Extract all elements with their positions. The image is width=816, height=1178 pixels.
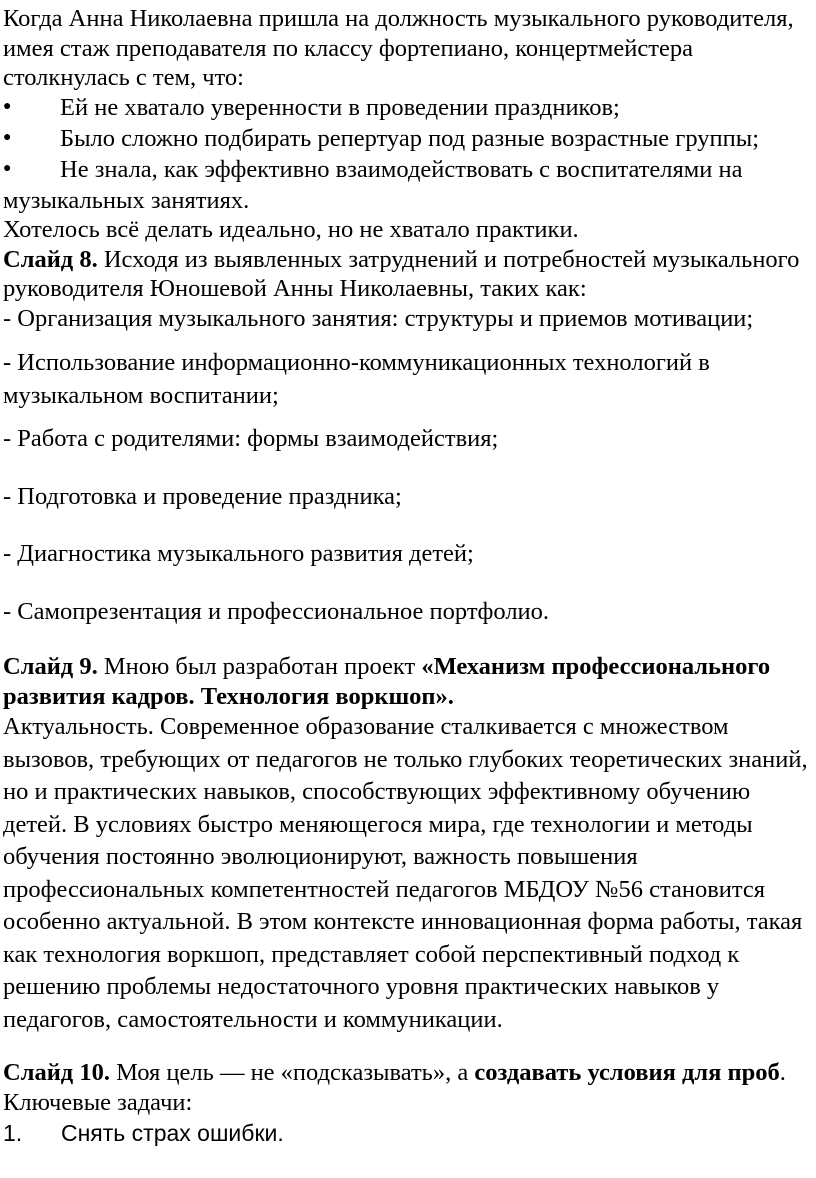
slide8-item: - Использование информационно-коммуникационных технологий в музыкальном воспитании; bbox=[3, 349, 710, 409]
slide10-label: Слайд 10. bbox=[3, 1059, 110, 1087]
slide8-item: - Подготовка и проведение праздника; bbox=[3, 482, 402, 510]
document-page bbox=[3, 0, 813, 1149]
bullet-dot-icon: ● bbox=[3, 130, 12, 146]
slide9-paragraph bbox=[3, 652, 813, 711]
slide8-item: - Организация музыкального занятия: структуры и приемов мотивации; bbox=[3, 304, 754, 332]
bullet-text: Не знала, как эффективно взаимодействовать с воспитателями на музыкальных занятиях. bbox=[3, 155, 743, 214]
tasks-label: Ключевые задачи: bbox=[3, 1088, 193, 1116]
task-item bbox=[3, 1119, 813, 1149]
bullet-item bbox=[3, 124, 813, 155]
closing-line: Хотелось всё делать идеально, но не хватало практики. bbox=[3, 216, 579, 244]
intro-paragraph: Когда Анна Николаевна пришла на должность музыкального руководителя, имея стаж преподавателя по классу фортепиано, концертмейстера столкнулась с тем, что: bbox=[3, 5, 794, 91]
slide9-label: Слайд 9. bbox=[3, 653, 98, 681]
bullet-text: Было сложно подбирать репертуар под разные возрастные группы; bbox=[60, 124, 760, 152]
slide10-text: Моя цель — не «подсказывать», а bbox=[109, 1059, 475, 1087]
slide10-paragraph bbox=[3, 1058, 813, 1088]
slide8-text: Исходя из выявленных затруднений и потребностей музыкального руководителя Юношевой Анны Николаевны, таких как: bbox=[3, 245, 800, 303]
slide10-goal: создавать условия для проб bbox=[474, 1059, 780, 1087]
bullet-item bbox=[3, 155, 813, 216]
slide9-text: Мною был разработан проект bbox=[97, 653, 422, 681]
slide9-project-title: «Механизм профессионального развития кадров. Технология воркшоп». bbox=[3, 653, 771, 710]
bullet-dot-icon: ● bbox=[3, 99, 12, 115]
bullet-text: Ей не хватало уверенности в проведении праздников; bbox=[60, 93, 620, 121]
bullet-dot-icon: ● bbox=[3, 161, 12, 177]
relevance-paragraph: Актуальность. Современное образование сталкивается с множеством вызовов, требующих от педагогов не только глубоких теоретических знаний, но и практических навыков, способствующих эффективному обучению детей. В условиях быстро меняющегося мира, где технологии и методы обучения постоянно эволюционируют, важность повышения профессиональных компетентностей педагогов МБДОУ №56 становится особенно актуальной. В этом контексте инновационная форма работы, такая как технология воркшоп, представляет собой перспективный подход к решению проблемы недостаточного уровня практических навыков у педагогов, самостоятельности и коммуникации. bbox=[3, 713, 808, 1033]
slide10-end: . bbox=[779, 1059, 786, 1087]
slide8-paragraph bbox=[3, 245, 813, 304]
bullet-item bbox=[3, 93, 813, 124]
slide8-item: - Самопрезентация и профессиональное портфолио. bbox=[3, 597, 550, 625]
slide8-item: - Работа с родителями: формы взаимодействия; bbox=[3, 425, 499, 453]
slide8-label: Слайд 8. bbox=[3, 245, 98, 273]
task-text: Снять страх ошибки. bbox=[61, 1120, 284, 1147]
task-number: 1. bbox=[3, 1120, 23, 1147]
slide8-item: - Диагностика музыкального развития детей; bbox=[3, 540, 474, 568]
